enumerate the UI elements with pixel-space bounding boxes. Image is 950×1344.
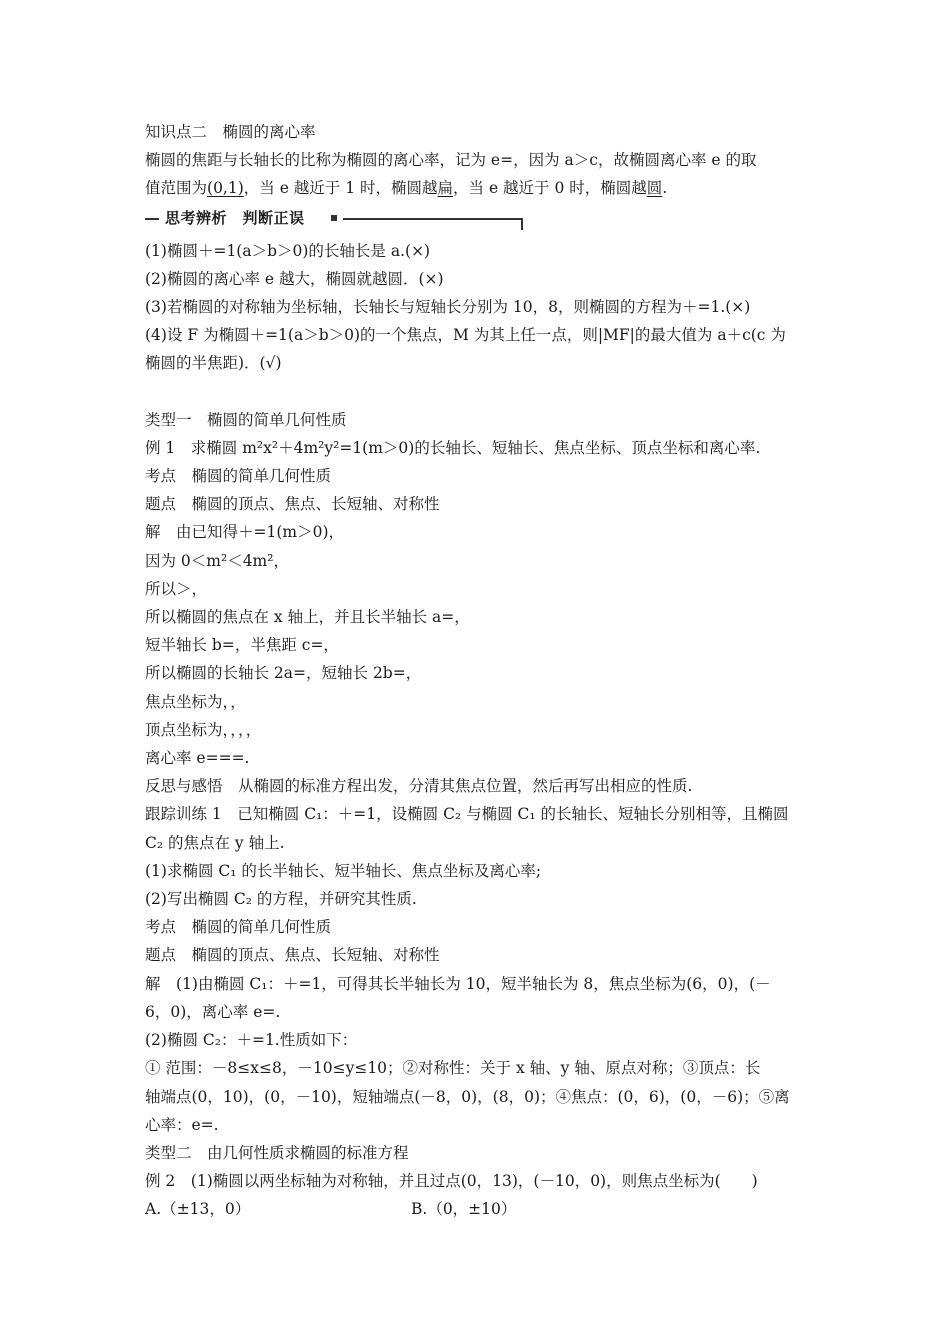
answer-flat: 扁	[437, 179, 454, 198]
judgment-1: (1)椭圆＋=1(a＞b＞0)的长轴长是 a.(×)	[145, 241, 431, 260]
tidian-1: 题点 椭圆的顶点、焦点、长短轴、对称性	[145, 495, 440, 514]
eccentricity-range: (0,1)	[207, 179, 244, 198]
kaodian-1: 考点 椭圆的简单几何性质	[145, 467, 332, 486]
eccentricity-definition-line-1: 椭圆的焦距与长轴长的比称为椭圆的离心率，记为 e=，因为 a＞c，故椭圆离心率 e 的取	[145, 151, 757, 170]
solution2-line: 心率：e=.	[145, 1115, 219, 1134]
solution2-line: 6，0)，离心率 e=.	[145, 1002, 281, 1021]
document-page	[145, 118, 813, 1224]
solution-line: 所以椭圆的长轴长 2a=，短轴长 2b=，	[145, 664, 422, 683]
solution-line: 离心率 e===.	[145, 749, 250, 768]
type1-heading: 类型一 椭圆的简单几何性质	[145, 410, 347, 429]
answer-round: 圆	[646, 179, 663, 198]
solution2-line: 轴端点(0，10)，(0，－10)，短轴端点(－8，0)，(8，0)；④焦点：(0，6)，(0，－6)；⑤离	[145, 1087, 790, 1106]
solution-line: 短半轴长 b=，半焦距 c=，	[145, 636, 339, 655]
example-2: 例 2 (1)椭圆以两坐标轴为对称轴，并且过点(0，13)，(－10，0)，则焦点坐标为( )	[145, 1172, 758, 1191]
tidian-2: 题点 椭圆的顶点、焦点、长短轴、对称性	[145, 946, 440, 965]
solution-line: 所以椭圆的焦点在 x 轴上，并且长半轴长 a=，	[145, 608, 470, 627]
training-line: C₂ 的焦点在 y 轴上.	[145, 833, 285, 852]
judgment-4: (4)设 F 为椭圆＋=1(a＞b＞0)的一个焦点，M 为其上任一点，则|MF|的最大值为 a＋c(c 为	[145, 326, 786, 345]
answer-options	[145, 1195, 813, 1223]
option-b: B.（0，±10）	[411, 1200, 517, 1219]
eccentricity-definition-line-2: 值范围为(0,1)，当 e 越近于 1 时，椭圆越扁，当 e 越近于 0 时，椭圆越圆.	[145, 179, 668, 198]
training-line: 跟踪训练 1 已知椭圆 C₁：＋=1，设椭圆 C₂ 与椭圆 C₁ 的长轴长、短轴长分别相等，且椭圆	[145, 805, 789, 824]
banner-line-right	[343, 218, 521, 220]
banner-title: 思考辨析 判断正误	[165, 208, 305, 227]
solution-line: 顶点坐标为，，，，	[145, 720, 262, 739]
spacer	[145, 378, 813, 406]
solution2-line: ① 范围：－8≤x≤8，－10≤y≤10；②对称性：关于 x 轴、y 轴、原点对称；③顶点：长	[145, 1059, 761, 1078]
section-heading-eccentricity: 知识点二 椭圆的离心率	[145, 123, 316, 141]
solution-line: 解 由已知得＋=1(m＞0)，	[145, 523, 345, 542]
solution2-line: 解 (1)由椭圆 C₁：＋=1，可得其长半轴长为 10，短半轴长为 8，焦点坐标为(6，0)，(－	[145, 974, 771, 993]
solution-line: 因为 0＜m²＜4m²，	[145, 551, 289, 570]
training-line: (1)求椭圆 C₁ 的长半轴长、短半轴长、焦点坐标及离心率;	[145, 861, 542, 880]
banner-corner	[521, 218, 523, 230]
judgment-2: (2)椭圆的离心率 e 越大，椭圆就越圆．(×)	[145, 269, 444, 288]
banner-square-icon	[331, 215, 337, 221]
type2-heading: 类型二 由几何性质求椭圆的标准方程	[145, 1143, 409, 1162]
solution2-line: (2)椭圆 C₂：＋=1.性质如下：	[145, 1031, 358, 1050]
solution-line: 焦点坐标为，，	[145, 692, 246, 711]
banner-line-left	[145, 218, 159, 220]
judgment-4-cont: 椭圆的半焦距)．(√)	[145, 354, 282, 373]
training-line: (2)写出椭圆 C₂ 的方程，并研究其性质.	[145, 890, 417, 909]
kaodian-2: 考点 椭圆的简单几何性质	[145, 918, 332, 937]
option-a: A.（±13，0）	[145, 1200, 251, 1219]
example-1: 例 1 求椭圆 m²x²＋4m²y²=1(m＞0)的长轴长、短轴长、焦点坐标、顶点坐标和离心率.	[145, 438, 761, 457]
think-judge-banner	[145, 205, 525, 235]
reflection: 反思与感悟 从椭圆的标准方程出发，分清其焦点位置，然后再写出相应的性质.	[145, 777, 693, 796]
judgment-3: (3)若椭圆的对称轴为坐标轴，长轴长与短轴长分别为 10，8，则椭圆的方程为＋=1.(×)	[145, 298, 751, 317]
solution-line: 所以＞，	[145, 579, 208, 598]
